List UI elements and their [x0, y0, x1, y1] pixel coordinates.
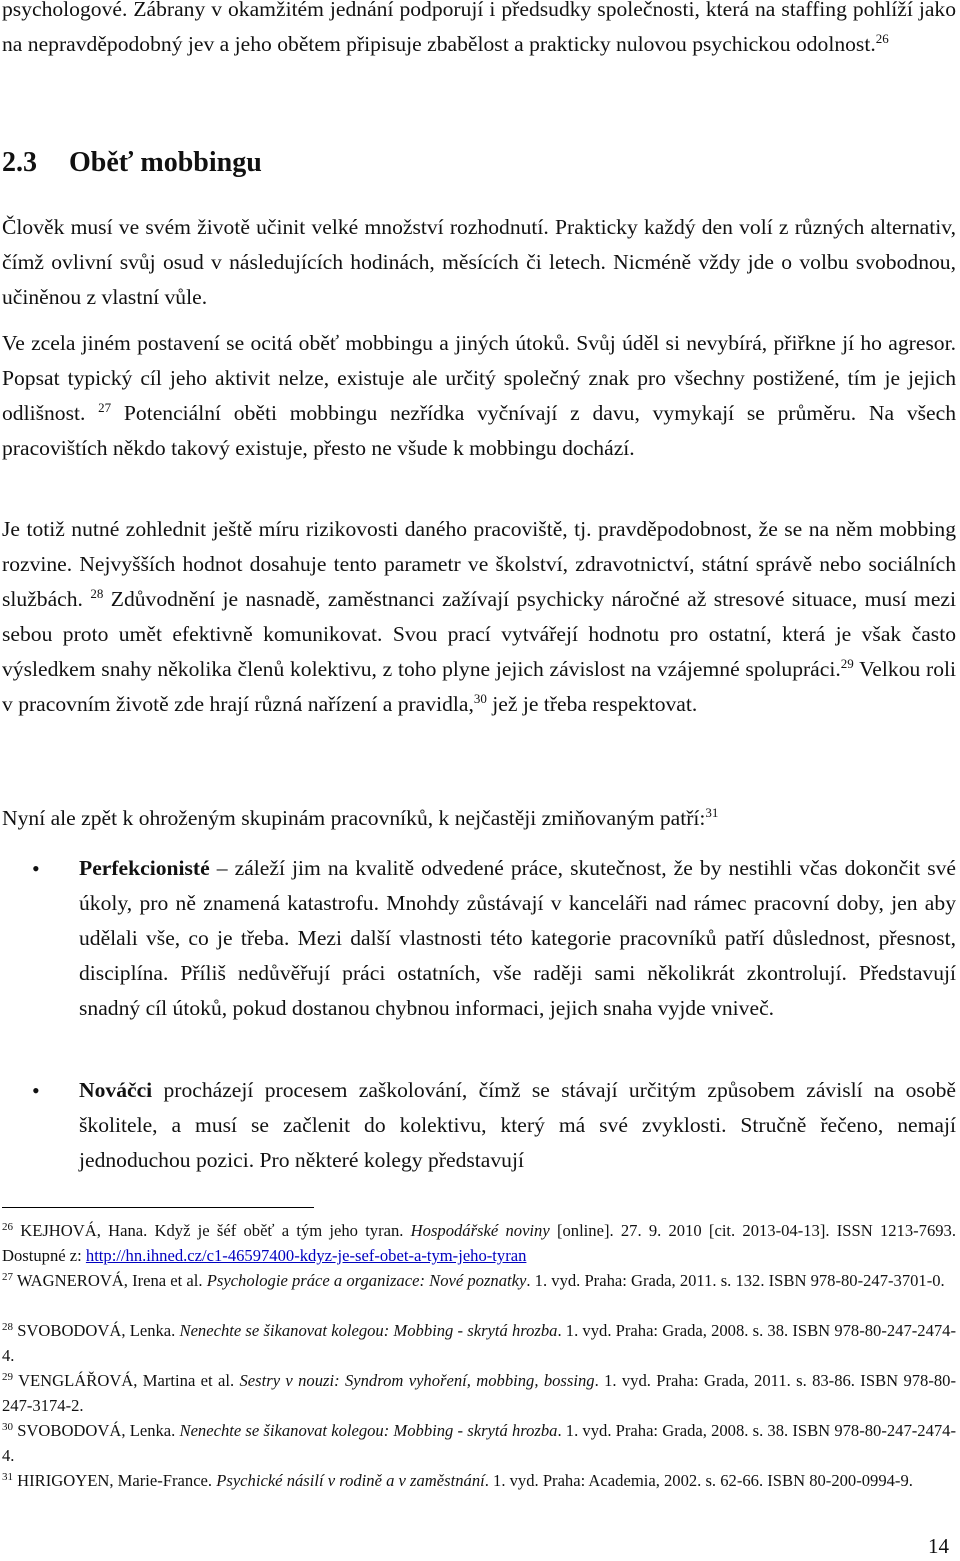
paragraph-4: Nyní ale zpět k ohroženým skupinám pracovníků, k nejčastěji zmiňovaným patří:$^{31}$ — [2, 805, 719, 830]
paragraph-2: Ve zcela jiném postavení se ocitá oběť mobbingu a jiných útoků. Svůj úděl si nevybírá, přiřkne jí ho agresor. Popsat typický cíl jeho aktivit nelze, existuje ale určitý společný znak pro všechny postižené, tím je jejich odlišnost. $^{27}$ Potenciální oběti mobbingu nezřídka vyčnívají z davu, vymykají se průměru. Na všech pracovištích někdo takový existuje, přesto ne všude k mobbingu dochází. — [2, 331, 956, 460]
intro-paragraph: psychologové. Zábrany v okamžitém jednání podporují i předsudky společnosti, která na staffing pohlíží jako na nepravděpodobný jev a jeho obětem připisuje zbabělost a prakticky nulovou psychickou odolnost.$^{26}$ — [2, 0, 956, 56]
section-heading — [2, 143, 262, 183]
paragraph-1: Člověk musí ve svém životě učinit velké množství rozhodnutí. Prakticky každý den volí z různých alternativ, čímž ovlivní svůj osud v následujících hodinách, měsících či letech. Nicméně vždy jde o volbu svobodnou, učiněnou z vlastní vůle. — [2, 215, 956, 309]
footnote-separator — [2, 1207, 314, 1208]
footnote-29: $^{29}$ VENGLÁŘOVÁ, Martina et al. Sestry v nouzi: Syndrom vyhoření, mobbing, bossing. 1. vyd. Praha: Grada, 2011. s. 83-86. ISBN 978-80-247-3174-2. — [2, 1371, 957, 1415]
bullet-term: Perfekcionisté — [79, 856, 210, 880]
bullet-term: Nováčci — [79, 1078, 153, 1102]
section-title: Oběť mobbingu — [69, 147, 262, 178]
footnote-28: $^{28}$ SVOBODOVÁ, Lenka. Nenechte se šikanovat kolegou: Mobbing - skrytá hrozba. 1. vyd. Praha: Grada, 2008. s. 38. ISBN 978-80-247-2474-4. — [2, 1321, 956, 1365]
footnote-ref-31[interactable]: 31 — [705, 805, 719, 820]
bullet-icon: • — [32, 1078, 40, 1103]
footnote-30: $^{30}$ SVOBODOVÁ, Lenka. Nenechte se šikanovat kolegou: Mobbing - skrytá hrozba. 1. vyd. Praha: Grada, 2008. s. 38. ISBN 978-80-247-2474-4. — [2, 1421, 956, 1465]
footnote-ref-30[interactable]: 30 — [473, 691, 487, 706]
footnote-ref-27[interactable]: 27 — [98, 400, 112, 415]
page-number: 14 — [928, 1534, 949, 1558]
list-item: • Perfekcionisté – záleží jim na kvalitě odvedené práce, skutečnost, že by nestihli včas dokončit své úkoly, pro ně znamená katastrofu. Mnohdy zůstávají v kanceláři nad rámec pracovní doby, jen aby udělali vše, co je třeba. Mezi další vlastnosti této kategorie pracovníků patří důslednost, přesnost, disciplína. Příliš nedůvěřují práci ostatních, vše raději sami několikrát zkontrolují. Představují snadný cíl útoků, pokud dostanou chybnou informaci, jejich snaha vyjde vniveč. — [79, 851, 956, 1026]
list-item: • Nováčci procházejí procesem zaškolování, čímž se stávají určitým způsobem závislí na osobě školitele, a musí se začlenit do kolektivu, který má své zvyklosti. Stručně řečeno, nemají jednoduchou pozici. Pro některé kolegy představují — [79, 1073, 956, 1178]
footnote-ref-26[interactable]: 26 — [875, 31, 889, 46]
footnote-31: $^{31}$ HIRIGOYEN, Marie-France. Psychické násilí v rodině a v zaměstnání. 1. vyd. Praha: Academia, 2002. s. 62-66. ISBN 80-200-0994-9. — [2, 1471, 913, 1490]
paragraph-3: Je totiž nutné zohlednit ještě míru rizikovosti daného pracoviště, tj. pravděpodobnost, že se na něm mobbing rozvine. Nejvyšších hodnot dosahuje tento parametr ve školství, zdravotnictví, státní správě nebo sociálních službách. $^{28}$ Zdůvodnění je nasnadě, zaměstnanci zažívají psychicky náročné až stresové situace, musí mezi sebou proto umět efektivně komunikovat. Svou prací vytvářejí hodnotu pro ostatní, která je však často výsledkem snahy několika členů kolektivu, z toho plyne jejich závislost na vzájemné spolupráci.$^{29}$ Velkou roli v pracovním životě zde hrají různá nařízení a pravidla,$^{30}$ jež je třeba respektovat. — [2, 517, 957, 716]
footnote-27: $^{27}$ WAGNEROVÁ, Irena et al. Psychologie práce a organizace: Nové poznatky. 1. vyd. Praha: Grada, 2011. s. 132. ISBN 978-80-247-3701-0. — [2, 1271, 945, 1290]
footnote-26: $^{26}$ KEJHOVÁ, Hana. Když je šéf oběť a tým jeho tyran. Hospodářské noviny [online]. 27. 9. 2010 [cit. 2013-04-13]. ISSN 1213-7693. Dostupné z: http://hn.ihned.cz/c1-46597400-kdyz-je-sef-obet-a-tym-jeho-tyran — [2, 1221, 956, 1265]
bullet-icon: • — [32, 856, 40, 881]
section-number: 2.3 — [2, 147, 37, 178]
footnote-ref-28[interactable]: 28 — [90, 586, 104, 601]
footnote-ref-29[interactable]: 29 — [840, 656, 854, 671]
footnote-link[interactable]: http://hn.ihned.cz/c1-46597400-kdyz-je-sef-obet-a-tym-jeho-tyran — [85, 1246, 527, 1265]
